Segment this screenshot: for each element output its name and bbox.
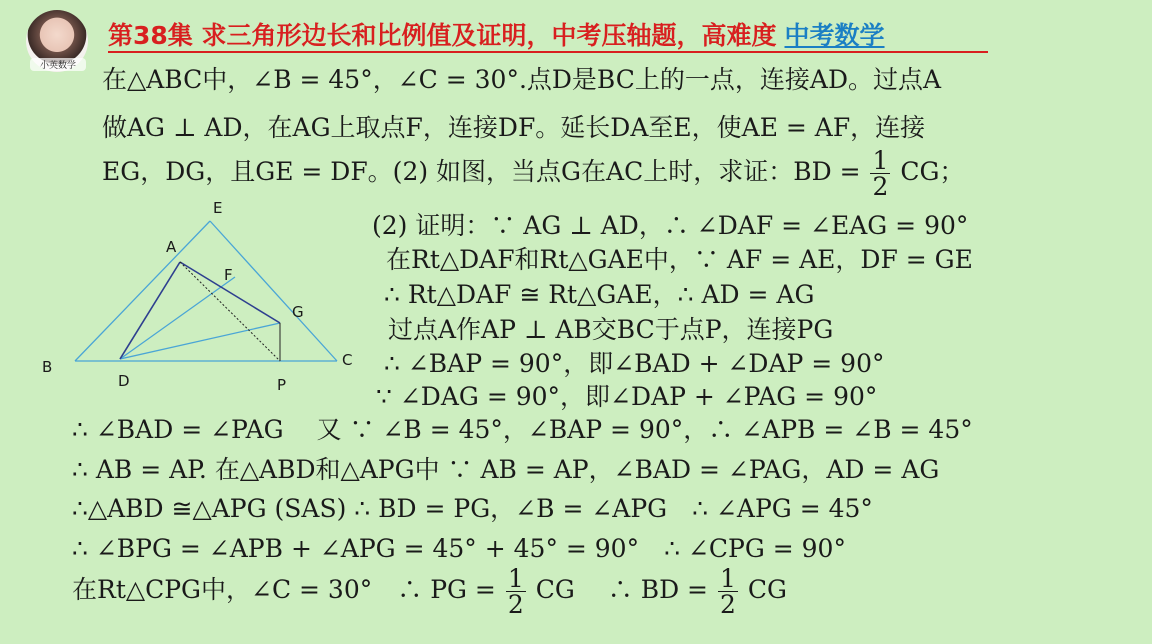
problem-line-3-end: CG；: [900, 157, 965, 186]
proof-line-7: ∴ ∠BAD = ∠PAG 又 ∵ ∠B = 45°，∠BAP = 90°，∴ ∠APB = ∠B = 45°: [72, 415, 973, 444]
title-subtitle-link[interactable]: 中考数学: [784, 21, 885, 50]
proof-line-2: 在Rt△DAF和Rt△GAE中，∵ AF = AE，DF = GE: [386, 245, 973, 274]
fraction-denominator: 2: [719, 590, 736, 619]
segment-DG: [120, 323, 280, 359]
geometry-figure: [30, 190, 370, 400]
proof-line-6: ∵ ∠DAG = 90°，即∠DAP + ∠PAG = 90°: [376, 382, 878, 411]
proof-line-10: ∴ ∠BPG = ∠APB + ∠APG = 45° + 45° = 90° ∴ ∠CPG = 90°: [72, 534, 846, 563]
proof-line-11-text: 在Rt△CPG中，∠C = 30° ∴ PG =: [72, 575, 496, 604]
label-F: F: [224, 266, 233, 284]
problem-line-1: 在△ABC中，∠B = 45°，∠C = 30°.点D是BC上的一点，连接AD。过点A: [102, 65, 942, 94]
label-E: E: [213, 199, 223, 217]
proof-line-1: (2) 证明：∵ AG ⊥ AD，∴ ∠DAF = ∠EAG = 90°: [372, 211, 969, 240]
edge-BE: [75, 221, 210, 361]
proof-line-11-mid: CG ∴ BD =: [535, 575, 709, 604]
avatar-label: 小英数学: [30, 58, 86, 71]
proof-line-3: ∴ Rt△DAF ≅ Rt△GAE，∴ AD = AG: [384, 280, 815, 309]
page-title: [108, 16, 885, 52]
fraction-denominator: 2: [507, 590, 524, 619]
proof-line-11: [72, 566, 787, 617]
fraction-half: [870, 148, 890, 199]
problem-line-3-text: EG，DG，且GE = DF。(2) 如图，当点G在AC上时，求证：BD =: [102, 157, 861, 186]
fraction-denominator: 2: [872, 172, 889, 201]
label-D: D: [118, 372, 130, 390]
segment-AD: [120, 262, 180, 359]
fraction-numerator: 1: [719, 564, 736, 593]
fraction-half-bd: [718, 566, 738, 617]
label-B: B: [42, 358, 53, 376]
label-P: P: [277, 376, 287, 394]
proof-line-4: 过点A作AP ⊥ AB交BC于点P，连接PG: [388, 315, 834, 344]
title-underline: [108, 51, 988, 53]
proof-line-5: ∴ ∠BAP = 90°，即∠BAD + ∠DAP = 90°: [384, 349, 885, 378]
label-C: C: [342, 351, 353, 369]
proof-line-9: ∴△ABD ≅△APG (SAS) ∴ BD = PG，∠B = ∠APG ∴ ∠APG = 45°: [72, 494, 873, 523]
proof-line-11-end: CG: [747, 575, 787, 604]
label-A: A: [166, 238, 177, 256]
proof-line-8: ∴ AB = AP. 在△ABD和△APG中 ∵ AB = AP，∠BAD = ∠PAG，AD = AG: [72, 455, 940, 484]
label-G: G: [292, 303, 304, 321]
fraction-half-pg: [506, 566, 526, 617]
triangle-diagram: [30, 190, 370, 400]
fraction-numerator: 1: [872, 146, 889, 175]
fraction-numerator: 1: [507, 564, 524, 593]
title-main: 第38集 求三角形边长和比例值及证明，中考压轴题，高难度: [108, 21, 777, 50]
problem-line-2: 做AG ⊥ AD，在AG上取点F，连接DF。延长DA至E，使AE = AF，连接: [102, 113, 926, 142]
